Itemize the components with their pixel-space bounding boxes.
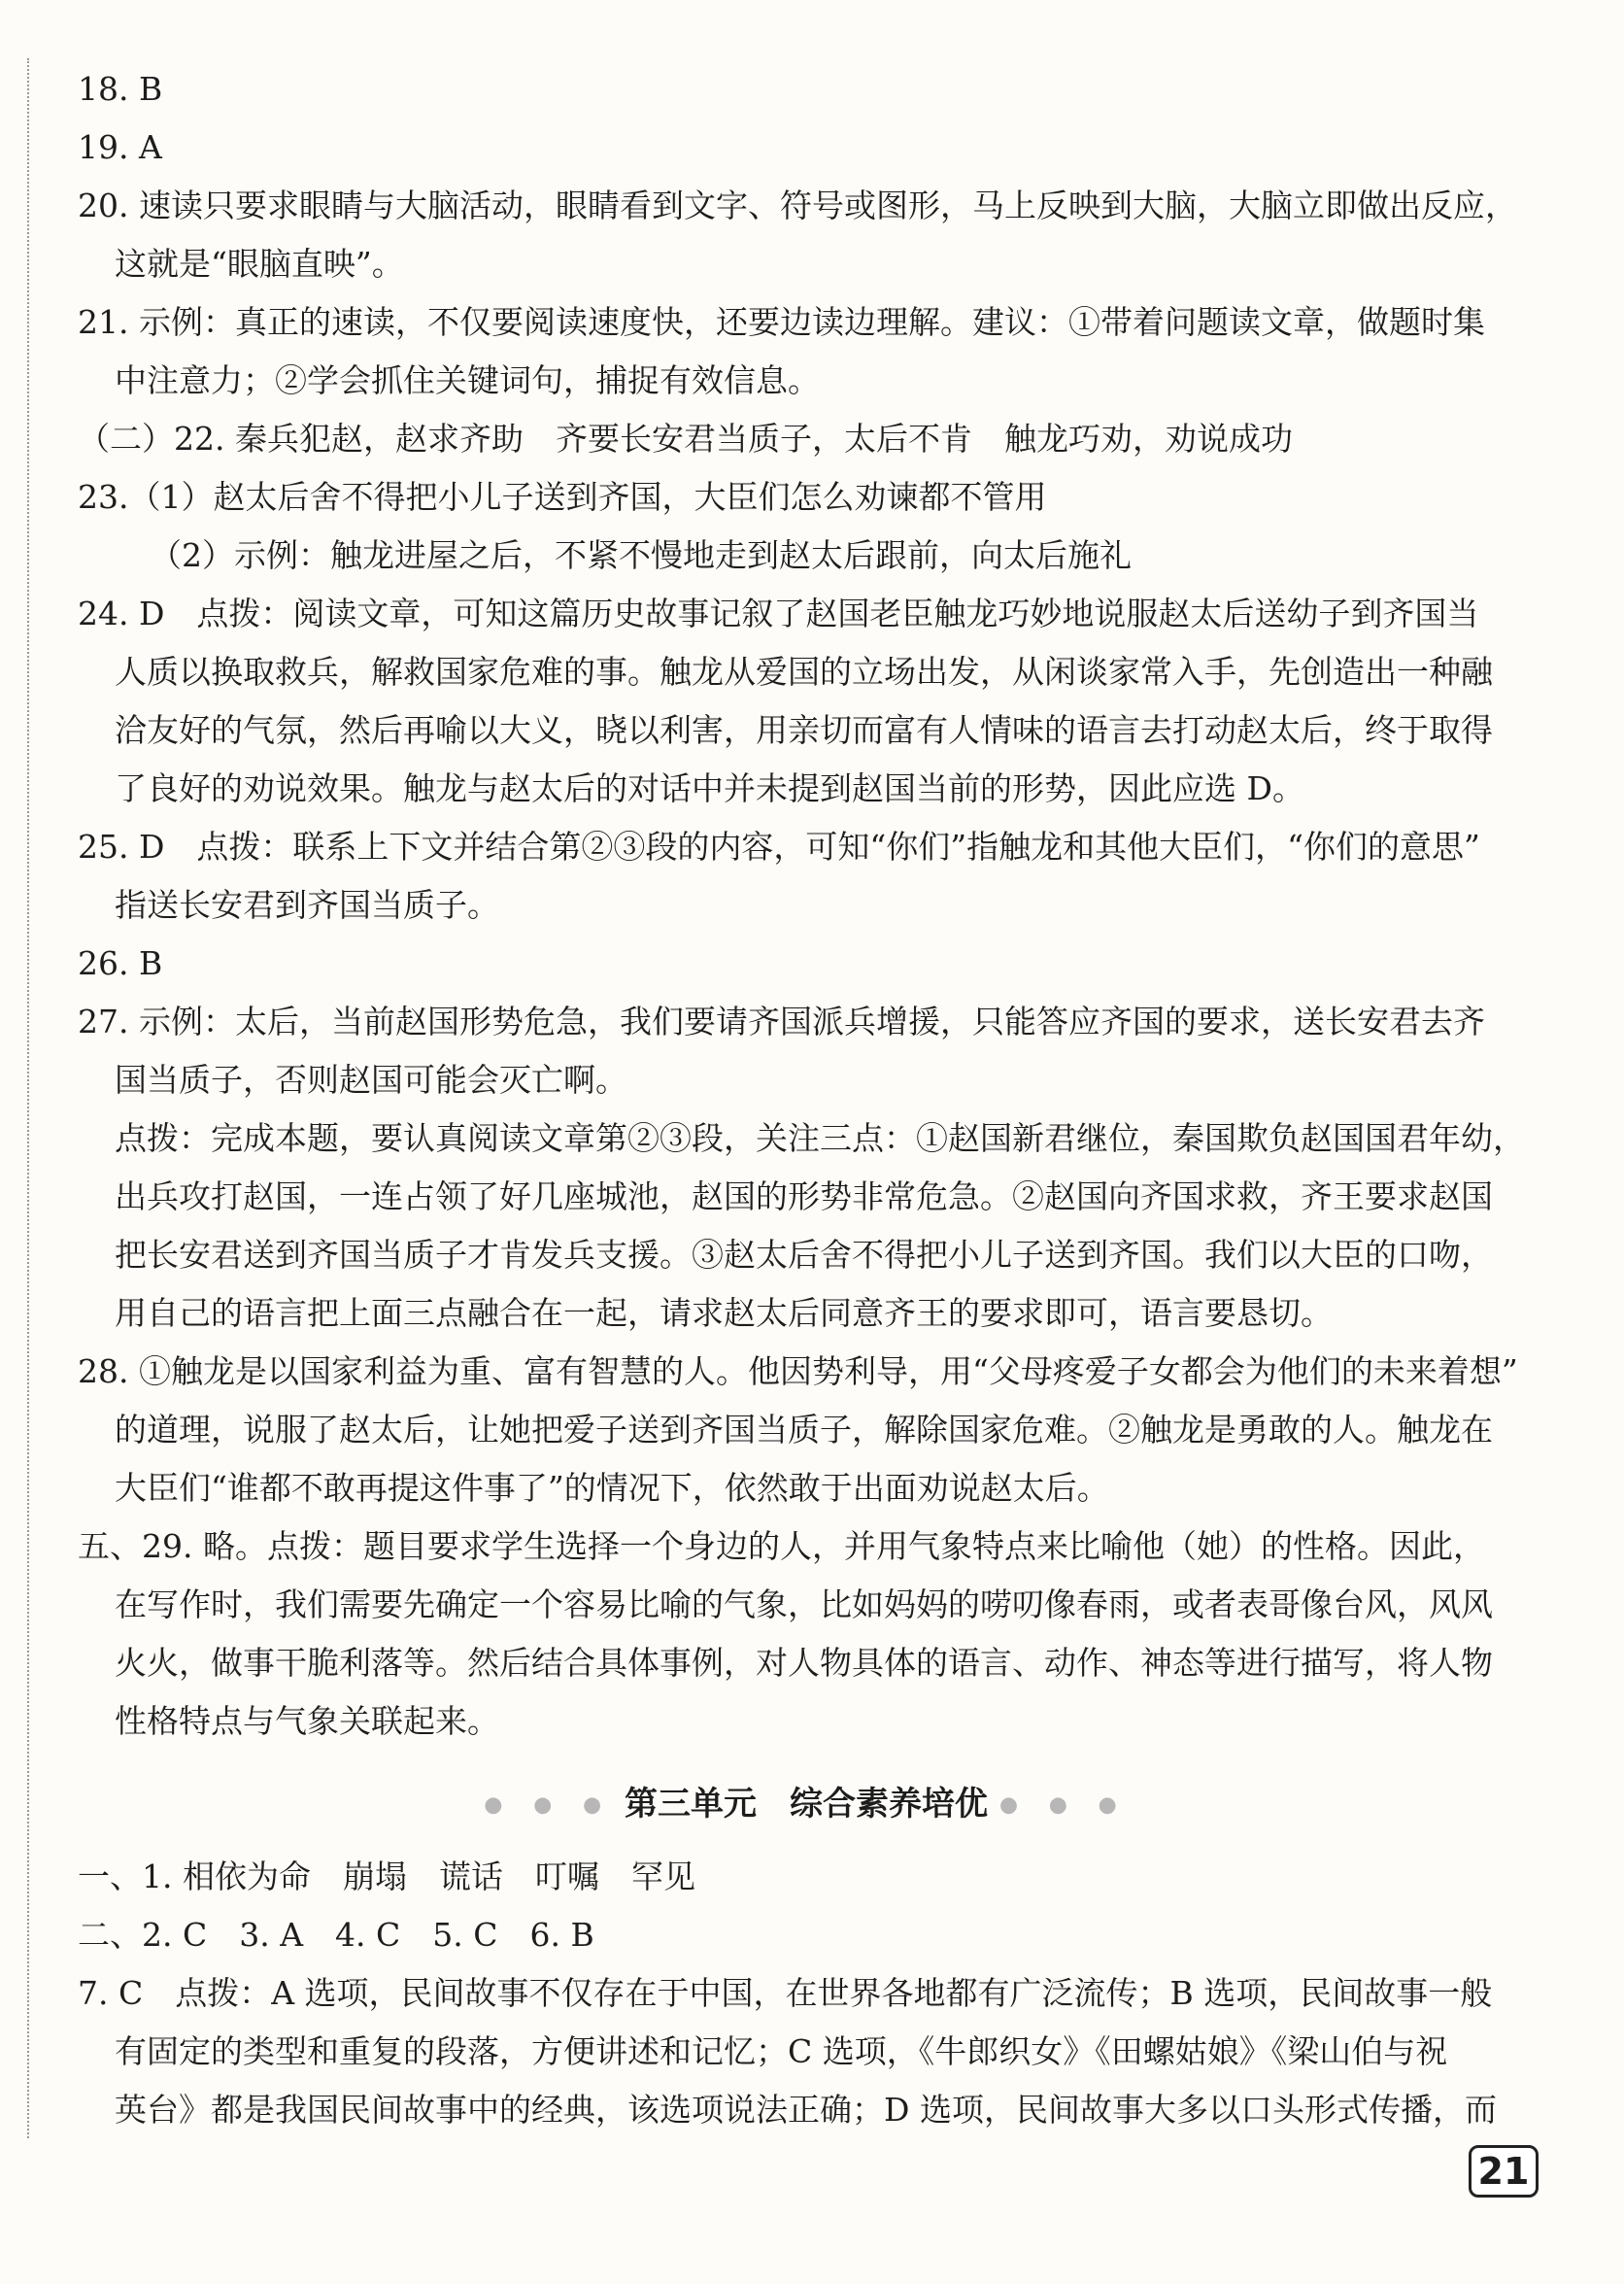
answer-line: 有固定的类型和重复的段落，方便讲述和记忆；C 选项，《牛郎织女》《田螺姑娘》《梁山伯与祝 <box>115 2032 1448 2070</box>
answer-line: 25. D 点拨：联系上下文并结合第②③段的内容，可知“你们”指触龙和其他大臣们，“你们的意思” <box>78 828 1480 866</box>
answer-line: 指送长安君到齐国当质子。 <box>115 886 499 924</box>
answer-line: 火火，做事干脆利落等。然后结合具体事例，对人物具体的语言、动作、神态等进行描写，将人物 <box>115 1644 1493 1682</box>
answer-line: （2）示例：触龙进屋之后，不紧不慢地走到赵太后跟前，向太后施礼 <box>150 536 1132 574</box>
answer-line: 21. 示例：真正的速读，不仅要阅读速度快，还要边读边理解。建议：①带着问题读文章，做题时集 <box>78 303 1485 341</box>
answer-line: 英台》都是我国民间故事中的经典，该选项说法正确；D 选项，民间故事大多以口头形式传播，而 <box>115 2091 1497 2129</box>
page-number: 21 <box>1469 2145 1539 2198</box>
answer-line: 18. B <box>78 70 163 108</box>
decorative-dots-left: ● ● ● <box>484 1792 614 1818</box>
answer-content <box>78 60 1535 2139</box>
answer-line: 7. C 点拨：A 选项，民间故事不仅存在于中国，在世界各地都有广泛流传；B 选项，民间故事一般 <box>78 1974 1493 2012</box>
answer-line: 24. D 点拨：阅读文章，可知这篇历史故事记叙了赵国老臣触龙巧妙地说服赵太后送幼子到齐国当 <box>78 595 1479 632</box>
answer-line: 23.（1）赵太后舍不得把小儿子送到齐国，大臣们怎么劝谏都不管用 <box>78 478 1047 516</box>
answer-line: 在写作时，我们需要先确定一个容易比喻的气象，比如妈妈的唠叨像春雨，或者表哥像台风，风风 <box>115 1585 1493 1623</box>
answer-line: 点拨：完成本题，要认真阅读文章第②③段，关注三点：①赵国新君继位，秦国欺负赵国国君年幼， <box>115 1119 1525 1157</box>
decorative-dots-right: ● ● ● <box>998 1792 1129 1818</box>
answer-line: 二、2. C 3. A 4. C 5. C 6. B <box>78 1916 594 1954</box>
answer-line: 大臣们“谁都不敢再提这件事了”的情况下，依然敢于出面劝说赵太后。 <box>115 1469 1109 1507</box>
answer-line: 洽友好的气氛，然后再喻以大义，晓以利害，用亲切而富有人情味的语言去打动赵太后，终于取得 <box>115 711 1493 749</box>
answer-line: 这就是“眼脑直映”。 <box>115 245 404 283</box>
answer-line: 国当质子，否则赵国可能会灭亡啊。 <box>115 1061 627 1099</box>
answer-line: 26. B <box>78 944 163 982</box>
answer-line: 把长安君送到齐国当质子才肯发兵支援。③赵太后舍不得把小儿子送到齐国。我们以大臣的口吻， <box>115 1236 1493 1274</box>
answer-line: 出兵攻打赵国，一连占领了好几座城池，赵国的形势非常危急。②赵国向齐国求救，齐王要求赵国 <box>115 1177 1493 1215</box>
answer-line: 用自己的语言把上面三点融合在一起，请求赵太后同意齐王的要求即可，语言要恳切。 <box>115 1294 1333 1332</box>
answer-line: 27. 示例：太后，当前赵国形势危急，我们要请齐国派兵增援，只能答应齐国的要求，送长安君去齐 <box>78 1003 1485 1040</box>
answer-line: 19. A <box>78 128 162 166</box>
answer-line: 的道理，说服了赵太后，让她把爱子送到齐国当质子，解除国家危难。②触龙是勇敢的人。触龙在 <box>115 1411 1493 1449</box>
answer-line: 了良好的劝说效果。触龙与赵太后的对话中并未提到赵国当前的形势，因此应选 D。 <box>115 769 1304 807</box>
section-heading <box>78 1751 1535 1848</box>
answer-line: 28. ①触龙是以国家利益为重、富有智慧的人。他因势利导，用“父母疼爱子女都会为他们的未来着想” <box>78 1352 1518 1390</box>
answer-line: 一、1. 相依为命 崩塌 谎话 叮嘱 罕见 <box>78 1858 695 1895</box>
margin-dotted-line <box>27 58 29 2138</box>
answer-line: 性格特点与气象关联起来。 <box>115 1702 499 1740</box>
answer-line: 中注意力；②学会抓住关键词句，捕捉有效信息。 <box>115 361 820 399</box>
section-title: 第三单元 综合素养培优 <box>625 1785 988 1824</box>
answer-line: （二）22. 秦兵犯赵，赵求齐助 齐要长安君当质子，太后不肯 触龙巧劝，劝说成功 <box>78 420 1293 458</box>
answer-line: 人质以换取救兵，解救国家危难的事。触龙从爱国的立场出发，从闲谈家常入手，先创造出一种融 <box>115 653 1493 691</box>
answer-line: 五、29. 略。点拨：题目要求学生选择一个身边的人，并用气象特点来比喻他（她）的性格。因此， <box>78 1527 1485 1565</box>
answer-line: 20. 速读只要求眼睛与大脑活动，眼睛看到文字、符号或图形，马上反映到大脑，大脑立即做出反应， <box>78 187 1517 224</box>
